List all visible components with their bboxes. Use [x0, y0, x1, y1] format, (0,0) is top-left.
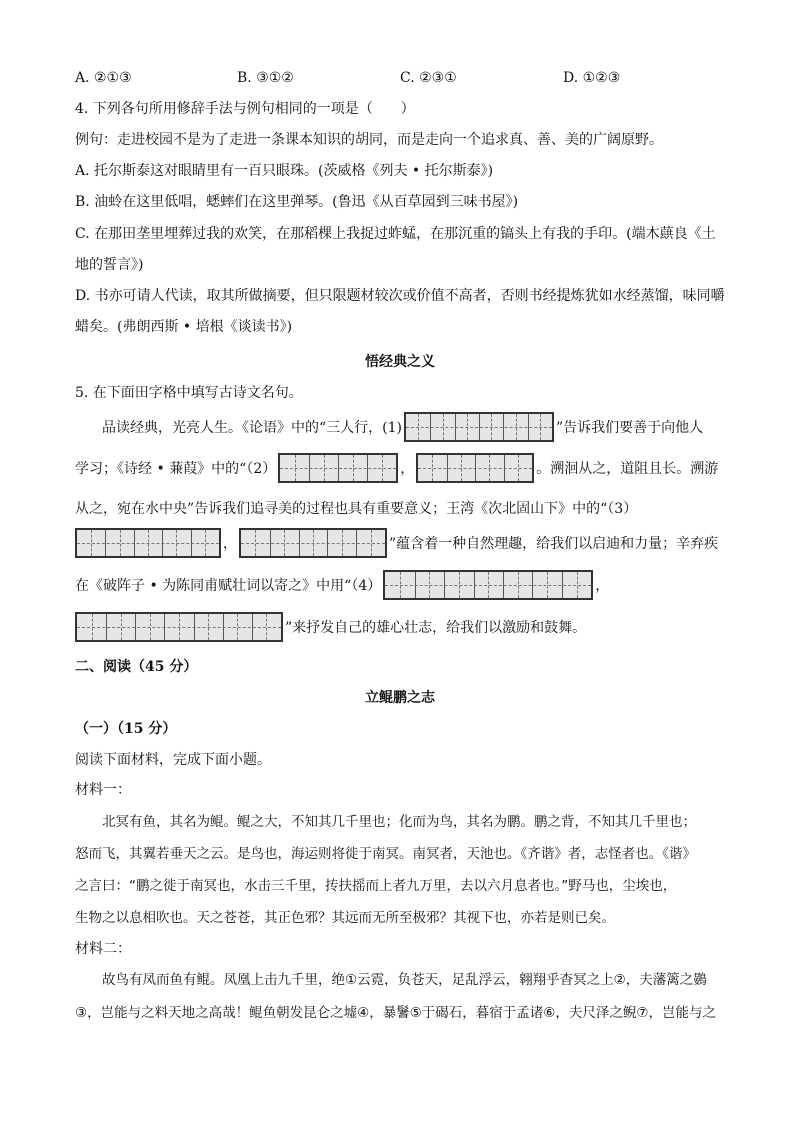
material-one-line: 生物之以息相吹也。天之苍苍，其正色邪？其远而无所至极邪？其视下也，亦若是则已矣。 — [75, 910, 615, 926]
section-title-wu: 悟经典之义 — [365, 354, 435, 370]
q5-text-5b: ， — [595, 578, 610, 594]
material-two-line: 故鸟有凤而鱼有鲲。凤凰上击九千里，绝①云霓，负苍天，足乱浮云，翱翔乎杳冥之上②，夫藩篱之鷃 — [102, 972, 707, 988]
q4-example: 例句：走进校园不是为了走进一条课本知识的胡同，而是走向一个追求真、善、美的广阔原野。 — [75, 132, 663, 148]
q4-option-a: A. 托尔斯泰这对眼睛里有一百只眼珠。(茨威格《列夫 • 托尔斯泰》) — [75, 163, 494, 179]
option-b: B. ③①② — [237, 70, 294, 86]
subsection-one: （一）（15 分） — [75, 721, 177, 737]
q5-line1 — [102, 412, 703, 442]
tianzige-grid-3a[interactable] — [75, 528, 221, 558]
q5-line5 — [75, 570, 609, 600]
tianzige-grid-2a[interactable] — [278, 453, 398, 483]
q5-text-5a: 在《破阵子 • 为陈同甫赋壮词以寄之》中用“（4） — [75, 578, 382, 594]
q5-text-6b: ”来抒发自己的雄心壮志，给我们以激励和鼓舞。 — [285, 620, 587, 636]
option-a: A. ②①③ — [75, 70, 132, 86]
section-title-li: 立鲲鹏之志 — [365, 690, 435, 706]
q4-option-c-line1: C. 在那田垄里埋葬过我的欢笑，在那稻棵上我捉过蚱蜢，在那沉重的镐头上有我的手印。(端木蕻良《土 — [75, 226, 716, 242]
tianzige-grid-4a[interactable] — [383, 570, 593, 600]
q4-stem: 4. 下列各句所用修辞手法与例句相同的一项是（ ） — [75, 101, 415, 117]
q5-line4 — [75, 528, 718, 558]
part-two-title: 二、阅读（45 分） — [75, 659, 198, 675]
tianzige-grid-1[interactable] — [404, 412, 554, 442]
q5-text-1a: 品读经典，光亮人生。《论语》中的“三人行，(1) — [102, 420, 402, 436]
material-one-label: 材料一： — [75, 782, 131, 798]
q5-text-2a: 学习；《诗经 • 蒹葭》中的“（2） — [75, 461, 277, 477]
q5-text-1b: ”告诉我们要善于向他人 — [556, 420, 704, 436]
option-d: D. ①②③ — [563, 70, 621, 86]
tianzige-grid-4b[interactable] — [75, 612, 283, 642]
q5-text-2c: 。溯洄从之，道阻且长。溯游 — [536, 461, 719, 477]
tianzige-grid-3b[interactable] — [239, 528, 387, 558]
material-two-label: 材料二： — [75, 941, 131, 957]
q4-option-d-line2: 蜡矣。(弗朗西斯 • 培根《谈读书》) — [75, 319, 293, 335]
q5-text-2b: ， — [400, 461, 415, 477]
material-one-line: 之言曰：“鹏之徙于南冥也，水击三千里，抟扶摇而上者九万里，去以六月息者也。”野马也，尘埃也， — [75, 878, 677, 894]
q5-text-4a: ， — [223, 536, 237, 552]
q4-option-d-line1: D. 书亦可请人代读，取其所做摘要，但只限题材较次或价值不高者，否则书经提炼犹如水经蒸馏，味同嚼 — [75, 288, 725, 304]
q4-option-c-line2: 地的誓言》) — [75, 257, 144, 273]
q5-line6 — [75, 612, 586, 642]
q5-line2 — [75, 453, 718, 483]
tianzige-grid-2b[interactable] — [416, 453, 534, 483]
q5-text-4b: ”蕴含着一种自然理趣，给我们以启迪和力量；辛弃疾 — [389, 536, 719, 552]
q5-text-3: 从之，宛在水中央”告诉我们追寻美的过程也具有重要意义；王湾《次北固山下》中的“（3） — [75, 501, 638, 517]
q5-stem: 5. 在下面田字格中填写古诗文名句。 — [75, 385, 303, 401]
instruction: 阅读下面材料，完成下面小题。 — [75, 752, 271, 768]
option-c: C. ②③① — [400, 70, 457, 86]
material-one-line: 怒而飞，其翼若垂天之云。是鸟也，海运则将徙于南冥。南冥者，天池也。《齐谐》者，志怪者也。《谐》 — [75, 846, 696, 862]
material-one-line: 北冥有鱼，其名为鲲。鲲之大，不知其几千里也；化而为鸟，其名为鹏。鹏之背，不知其几千里也； — [102, 814, 696, 830]
material-two-line: ③，岂能与之料天地之高哉！鲲鱼朝发昆仑之墟④，暴鬐⑤于碣石，暮宿于孟诸⑥，夫尺泽之鲵⑦，岂能与之 — [75, 1005, 717, 1021]
q4-option-b: B. 油蛉在这里低唱，蟋蟀们在这里弹琴。(鲁迅《从百草园到三味书屋》) — [75, 194, 519, 210]
